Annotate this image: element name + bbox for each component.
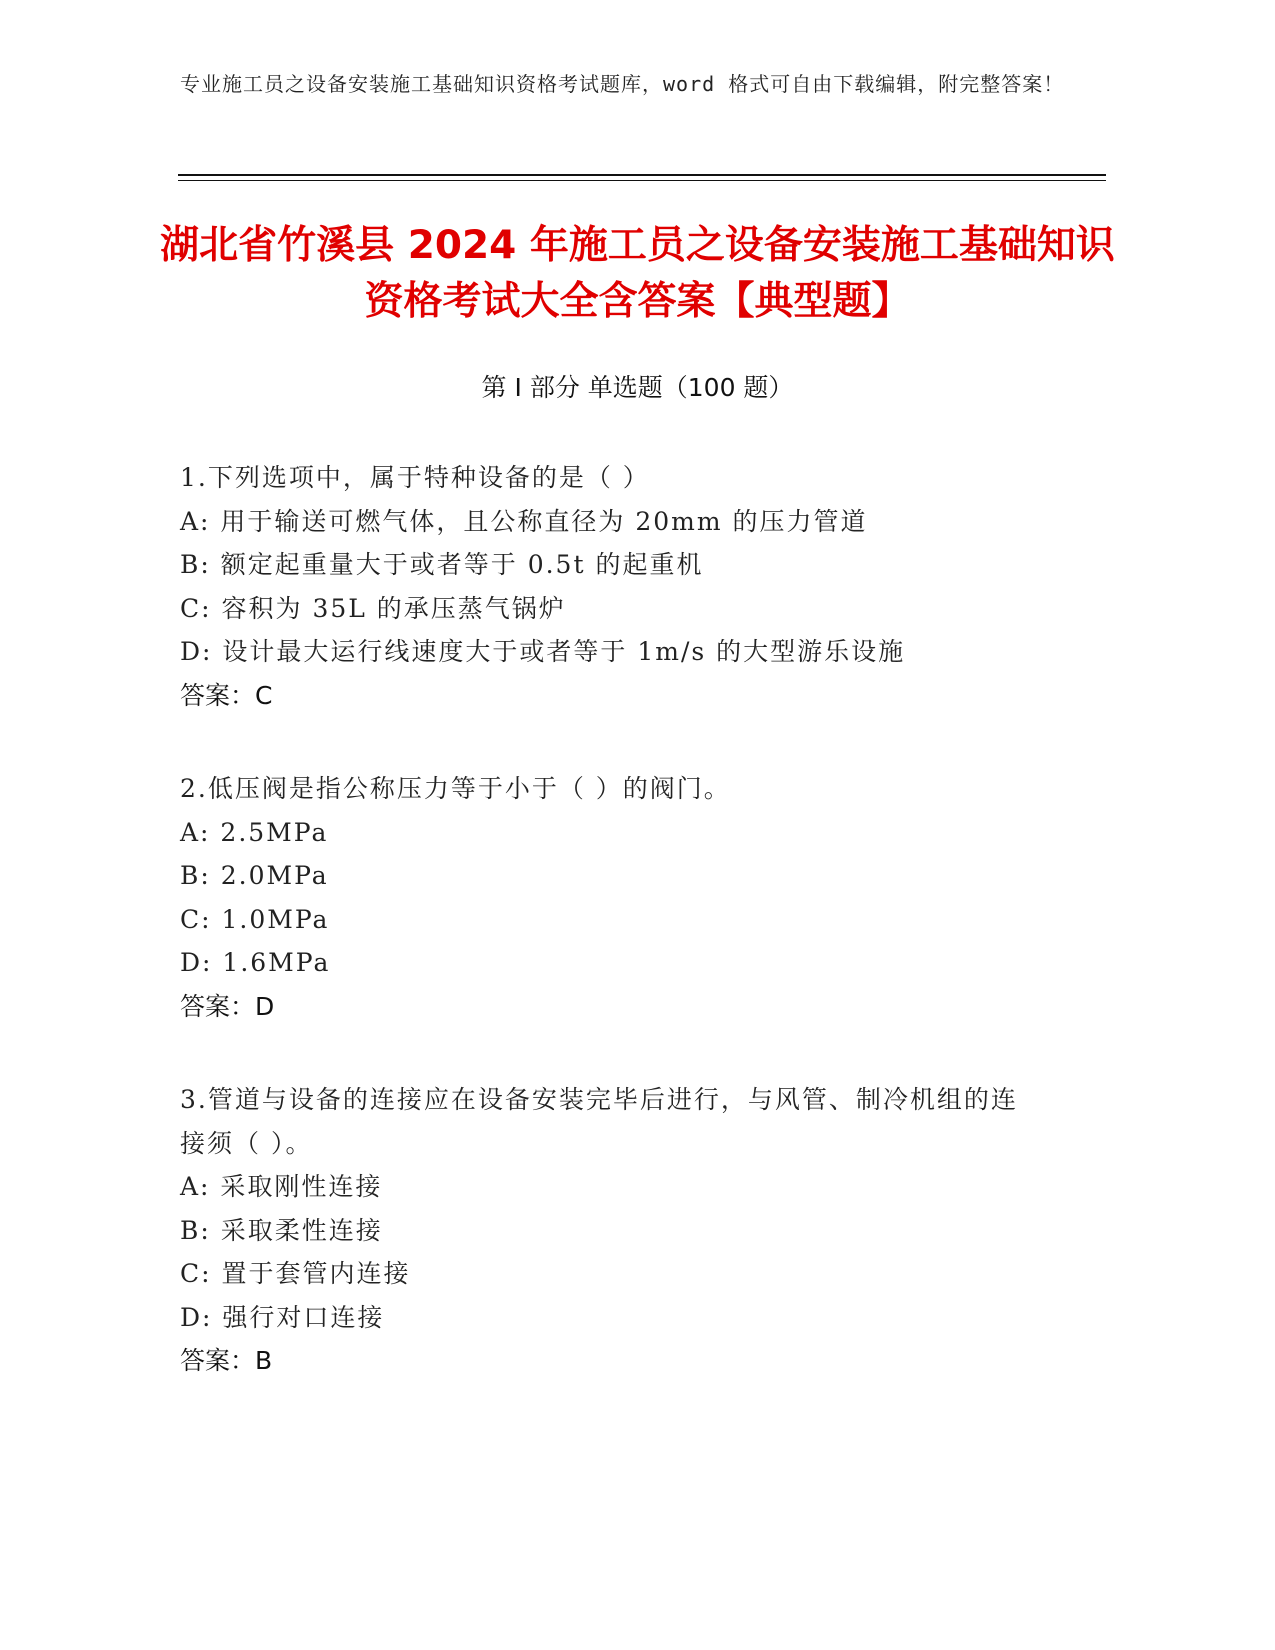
option-d: D: 1.6MPa (180, 948, 331, 977)
option-a: A: 采取刚性连接 (180, 1172, 383, 1201)
answer: 答案：B (180, 1346, 273, 1375)
question-3 (180, 1078, 1100, 1383)
question-stem: 2.低压阀是指公称压力等于小于（ ）的阀门。 (180, 774, 731, 803)
option-c: C: 置于套管内连接 (180, 1259, 411, 1288)
answer: 答案：D (180, 991, 275, 1021)
option-a: A: 2.5MPa (180, 817, 329, 847)
question-list (180, 456, 1100, 1433)
question-stem: 3.管道与设备的连接应在设备安装完毕后进行，与风管、制冷机组的连接须（ ）。 (180, 1085, 1018, 1158)
option-b: B: 额定起重量大于或者等于 0.5t 的起重机 (180, 550, 704, 579)
question-stem: 1.下列选项中，属于特种设备的是（ ） (180, 463, 650, 492)
option-c: C: 容积为 35L 的承压蒸气锅炉 (180, 593, 566, 623)
document-title: 湖北省竹溪县 2024 年施工员之设备安装施工基础知识资格考试大全含答案【典型题】 (160, 223, 1115, 324)
header-rule-thin (178, 180, 1106, 181)
option-d: D: 设计最大运行线速度大于或者等于 1m/s 的大型游乐设施 (180, 637, 906, 666)
answer: 答案：C (180, 680, 273, 710)
question-1 (180, 456, 1100, 717)
option-b: B: 2.0MPa (180, 861, 329, 890)
option-b: B: 采取柔性连接 (180, 1215, 383, 1245)
option-c: C: 1.0MPa (180, 904, 330, 934)
option-a: A: 用于输送可燃气体，且公称直径为 20mm 的压力管道 (180, 506, 868, 536)
question-2 (180, 767, 1100, 1028)
section-heading: 第 I 部分 单选题（100 题） (481, 373, 794, 402)
header-note: 专业施工员之设备安装施工基础知识资格考试题库，word 格式可自由下载编辑，附完整答案！ (180, 72, 1065, 96)
option-d: D: 强行对口连接 (180, 1302, 385, 1332)
header-rule-thick (178, 174, 1106, 176)
